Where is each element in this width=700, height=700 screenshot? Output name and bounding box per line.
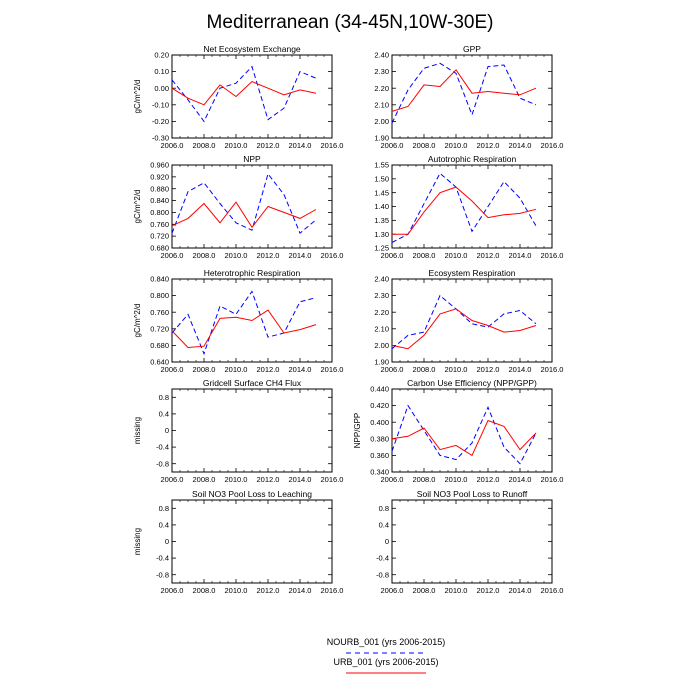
- y-tick-label: 0.720: [150, 231, 169, 241]
- y-tick-label: 0.8: [158, 392, 169, 402]
- x-tick-label: 2014.0: [288, 586, 312, 595]
- x-tick-label: 2008.0: [192, 251, 216, 260]
- y-tick-label: 1.35: [374, 215, 389, 225]
- y-tick-label: 2.00: [374, 341, 389, 350]
- x-tick-label: 2014.0: [288, 365, 312, 374]
- series-line-urb: [392, 421, 536, 456]
- y-tick-label: 0.840: [150, 196, 169, 206]
- y-axis-label: gC/m^2/d: [133, 79, 142, 114]
- y-tick-label: 2.10: [374, 100, 389, 110]
- y-tick-label: 2.20: [374, 307, 389, 317]
- y-tick-label: 0.00: [154, 83, 169, 93]
- panel-6: [133, 378, 343, 484]
- panel-7: [353, 378, 563, 484]
- y-tick-label: 0.4: [378, 520, 389, 530]
- y-tick-label: 0: [164, 426, 169, 436]
- legend-urb-label: URB_001 (yrs 2006-2015): [333, 657, 439, 667]
- plot-frame: [392, 500, 552, 583]
- legend-nourb-label: NOURB_001 (yrs 2006-2015): [326, 637, 446, 647]
- y-tick-label: 0.680: [150, 341, 169, 350]
- x-tick-label: 2010.0: [444, 251, 468, 260]
- plot-frame: [172, 500, 332, 583]
- x-tick-label: 2008.0: [192, 586, 216, 595]
- panel-title: GPP: [463, 44, 481, 54]
- x-tick-label: 2006.0: [160, 251, 184, 260]
- y-axis-label: NPP/GPP: [353, 412, 362, 449]
- y-tick-label: 2.40: [374, 50, 389, 60]
- y-tick-label: 0.680: [150, 243, 169, 253]
- x-tick-label: 2006.0: [160, 586, 184, 595]
- plot-frame: [172, 389, 332, 472]
- panel-3: [374, 154, 563, 260]
- series-line-nourb: [392, 173, 536, 242]
- series-line-nourb: [392, 63, 536, 123]
- panel-5: [374, 268, 563, 374]
- series-line-nourb: [172, 67, 316, 122]
- series-line-nourb: [392, 406, 536, 464]
- x-tick-label: 2016.0: [540, 365, 564, 374]
- x-tick-label: 2006.0: [380, 365, 404, 374]
- x-tick-label: 2016.0: [320, 586, 344, 595]
- y-tick-label: 0.840: [150, 274, 169, 284]
- panel-1: [374, 44, 563, 150]
- panel-title: Net Ecosystem Exchange: [203, 44, 301, 54]
- x-tick-label: 2006.0: [380, 475, 404, 484]
- y-tick-label: -0.10: [151, 100, 169, 110]
- y-tick-label: 0.720: [150, 324, 169, 334]
- y-tick-label: 0.4: [158, 409, 169, 419]
- x-tick-label: 2006.0: [380, 586, 404, 595]
- panel-title: Carbon Use Efficiency (NPP/GPP): [407, 378, 537, 388]
- y-tick-label: 0.800: [150, 208, 169, 218]
- panel-title: Autotrophic Respiration: [427, 154, 517, 164]
- panel-9: [376, 489, 563, 595]
- x-tick-label: 2016.0: [540, 475, 564, 484]
- x-tick-label: 2012.0: [476, 586, 500, 595]
- x-tick-label: 2008.0: [412, 586, 436, 595]
- y-tick-label: 1.25: [374, 243, 389, 253]
- x-tick-label: 2012.0: [256, 365, 280, 374]
- series-line-urb: [172, 82, 316, 105]
- y-tick-label: 2.10: [374, 324, 389, 334]
- x-tick-label: 2014.0: [508, 251, 532, 260]
- x-tick-label: 2016.0: [320, 365, 344, 374]
- x-tick-label: 2006.0: [160, 365, 184, 374]
- x-tick-label: 2012.0: [476, 141, 500, 150]
- x-tick-label: 2016.0: [540, 586, 564, 595]
- y-tick-label: 2.40: [374, 274, 389, 284]
- x-tick-label: 2012.0: [256, 586, 280, 595]
- y-tick-label: 0.4: [158, 520, 169, 530]
- plot-frame: [392, 389, 552, 472]
- y-axis-label: gC/m^2/d: [133, 189, 142, 224]
- panel-title: Soil NO3 Pool Loss to Leaching: [191, 489, 313, 499]
- series-line-urb: [392, 70, 536, 112]
- x-tick-label: 2010.0: [444, 586, 468, 595]
- y-tick-label: -0.8: [156, 459, 169, 469]
- x-tick-label: 2016.0: [540, 141, 564, 150]
- y-tick-label: -0.4: [376, 553, 389, 563]
- x-tick-label: 2010.0: [224, 365, 248, 374]
- x-tick-label: 2012.0: [256, 141, 280, 150]
- series-line-urb: [172, 202, 316, 227]
- y-tick-label: 1.40: [374, 202, 389, 212]
- x-tick-label: 2006.0: [380, 251, 404, 260]
- y-tick-label: 0.920: [150, 172, 169, 182]
- panel-8: [133, 489, 343, 595]
- x-tick-label: 2010.0: [444, 365, 468, 374]
- x-tick-label: 2014.0: [508, 141, 532, 150]
- figure-title: Mediterranean (34-45N,10W-30E): [206, 12, 494, 33]
- y-tick-label: 0.380: [370, 434, 389, 444]
- x-tick-label: 2012.0: [256, 475, 280, 484]
- x-tick-label: 2016.0: [320, 475, 344, 484]
- plot-frame: [172, 165, 332, 248]
- y-tick-label: 0.760: [150, 219, 169, 229]
- panel-title: Gridcell Surface CH4 Flux: [202, 378, 302, 388]
- y-axis-label: missing: [133, 416, 142, 445]
- plot-frame: [392, 165, 552, 248]
- legend: [327, 637, 446, 673]
- x-tick-label: 2008.0: [412, 365, 436, 374]
- y-tick-label: 0.640: [150, 357, 169, 367]
- y-tick-label: 1.30: [374, 229, 389, 239]
- y-tick-label: 0: [384, 537, 389, 547]
- y-tick-label: 1.55: [374, 160, 389, 170]
- y-tick-label: -0.4: [156, 442, 169, 452]
- y-tick-label: 0.420: [370, 401, 389, 411]
- panel-4: [133, 268, 343, 374]
- x-tick-label: 2014.0: [508, 475, 532, 484]
- panel-title: NPP: [243, 154, 261, 164]
- y-tick-label: 2.30: [374, 291, 389, 301]
- x-tick-label: 2014.0: [288, 475, 312, 484]
- x-tick-label: 2010.0: [224, 141, 248, 150]
- y-tick-label: 0.10: [154, 67, 169, 77]
- y-axis-label: gC/m^2/d: [133, 303, 142, 338]
- x-tick-label: 2006.0: [380, 141, 404, 150]
- x-tick-label: 2012.0: [256, 251, 280, 260]
- y-tick-label: 1.50: [374, 174, 389, 184]
- x-tick-label: 2014.0: [508, 586, 532, 595]
- panel-title: Heterotrophic Respiration: [203, 268, 301, 278]
- y-axis-label: missing: [133, 527, 142, 556]
- y-tick-label: 0.880: [150, 184, 169, 194]
- y-tick-label: -0.8: [156, 570, 169, 580]
- x-tick-label: 2010.0: [224, 475, 248, 484]
- x-tick-label: 2010.0: [224, 586, 248, 595]
- y-tick-label: 0.8: [378, 503, 389, 513]
- x-tick-label: 2012.0: [476, 365, 500, 374]
- y-tick-label: 0.340: [370, 467, 389, 477]
- x-tick-label: 2014.0: [288, 251, 312, 260]
- x-tick-label: 2008.0: [412, 475, 436, 484]
- y-tick-label: -0.4: [156, 553, 169, 563]
- y-tick-label: 0.8: [158, 503, 169, 513]
- x-tick-label: 2008.0: [192, 365, 216, 374]
- y-tick-label: 0.800: [150, 291, 169, 301]
- y-tick-label: 0.440: [370, 384, 389, 394]
- x-tick-label: 2008.0: [412, 251, 436, 260]
- y-tick-label: 0.760: [150, 307, 169, 317]
- series-line-nourb: [392, 296, 536, 349]
- y-tick-label: 1.90: [374, 357, 389, 367]
- panel-0: [133, 44, 343, 150]
- y-tick-label: 0: [164, 537, 169, 547]
- y-tick-label: -0.30: [151, 133, 169, 143]
- series-line-nourb: [172, 291, 316, 353]
- y-tick-label: -0.8: [376, 570, 389, 580]
- y-tick-label: 0.960: [150, 160, 169, 170]
- y-tick-label: 0.360: [370, 451, 389, 460]
- y-tick-label: 0.20: [154, 50, 169, 60]
- x-tick-label: 2012.0: [476, 475, 500, 484]
- y-tick-label: 2.00: [374, 117, 389, 126]
- x-tick-label: 2014.0: [288, 141, 312, 150]
- x-tick-label: 2010.0: [444, 475, 468, 484]
- x-tick-label: 2010.0: [444, 141, 468, 150]
- x-tick-label: 2006.0: [160, 141, 184, 150]
- y-tick-label: 1.45: [374, 188, 389, 198]
- y-tick-label: 0.400: [370, 417, 389, 427]
- x-tick-label: 2006.0: [160, 475, 184, 484]
- x-tick-label: 2016.0: [320, 251, 344, 260]
- panel-2: [133, 154, 343, 260]
- x-tick-label: 2016.0: [540, 251, 564, 260]
- panel-title: Soil NO3 Pool Loss to Runoff: [416, 489, 528, 499]
- x-tick-label: 2014.0: [508, 365, 532, 374]
- x-tick-label: 2008.0: [412, 141, 436, 150]
- y-tick-label: 2.20: [374, 83, 389, 93]
- y-tick-label: 1.90: [374, 133, 389, 143]
- series-line-urb: [392, 309, 536, 349]
- x-tick-label: 2010.0: [224, 251, 248, 260]
- y-tick-label: 2.30: [374, 67, 389, 77]
- panels-container: [133, 44, 563, 595]
- y-tick-label: -0.20: [151, 117, 169, 126]
- series-line-nourb: [172, 174, 316, 233]
- x-tick-label: 2008.0: [192, 141, 216, 150]
- x-tick-label: 2016.0: [320, 141, 344, 150]
- panel-title: Ecosystem Respiration: [428, 268, 516, 278]
- x-tick-label: 2012.0: [476, 251, 500, 260]
- x-tick-label: 2008.0: [192, 475, 216, 484]
